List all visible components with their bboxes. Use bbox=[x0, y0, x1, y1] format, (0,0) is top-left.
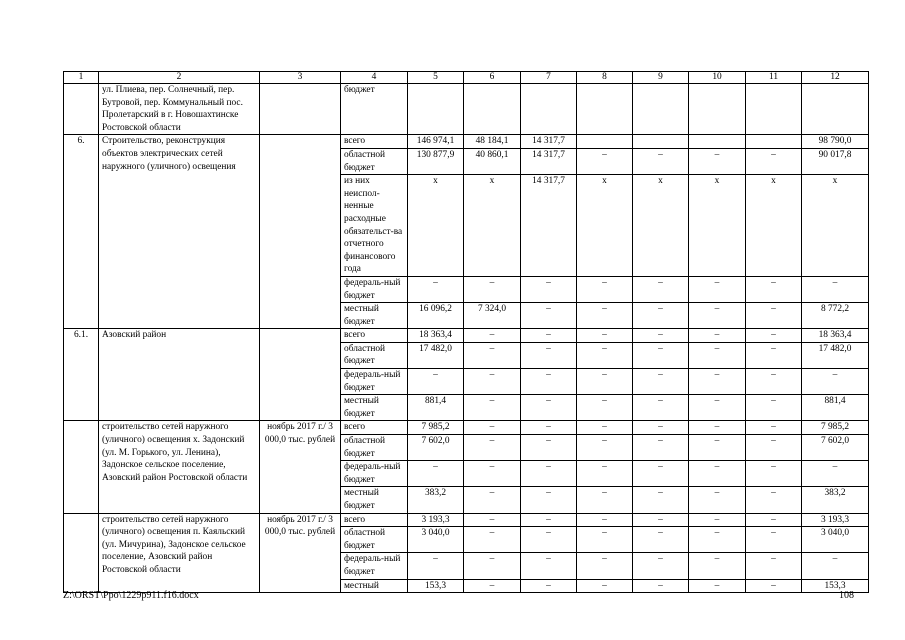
value-cell: – bbox=[521, 579, 577, 593]
value-cell: – bbox=[464, 276, 521, 302]
value-cell: – bbox=[689, 487, 746, 513]
value-cell: – bbox=[746, 553, 802, 579]
value-cell: – bbox=[521, 435, 577, 461]
value-cell: 48 184,1 bbox=[464, 135, 521, 149]
value-cell: – bbox=[689, 421, 746, 435]
budget-source-cell: областной бюджет bbox=[341, 148, 408, 174]
value-cell: х bbox=[633, 175, 689, 277]
value-cell: – bbox=[689, 461, 746, 487]
value-cell: 18 363,4 bbox=[802, 329, 869, 343]
value-cell: – bbox=[802, 461, 869, 487]
value-cell: – bbox=[577, 276, 633, 302]
value-cell: – bbox=[521, 513, 577, 527]
value-cell: – bbox=[408, 369, 464, 395]
value-cell: 146 974,1 bbox=[408, 135, 464, 149]
value-cell: 7 602,0 bbox=[802, 435, 869, 461]
value-cell: – bbox=[577, 527, 633, 553]
value-cell: – bbox=[633, 148, 689, 174]
value-cell: – bbox=[633, 579, 689, 593]
budget-source-cell: местный бюджет bbox=[341, 487, 408, 513]
table-row bbox=[64, 421, 869, 435]
value-cell: – bbox=[464, 395, 521, 421]
value-cell: – bbox=[689, 303, 746, 329]
header-cell: 9 bbox=[633, 72, 689, 84]
value-cell: – bbox=[746, 527, 802, 553]
value-cell: 7 324,0 bbox=[464, 303, 521, 329]
value-cell: – bbox=[521, 276, 577, 302]
value-cell: – bbox=[689, 579, 746, 593]
value-cell: 7 985,2 bbox=[802, 421, 869, 435]
value-cell: – bbox=[577, 461, 633, 487]
budget-source-cell: местный bbox=[341, 579, 408, 593]
value-cell: – bbox=[408, 553, 464, 579]
value-cell: – bbox=[521, 421, 577, 435]
value-cell: – bbox=[577, 148, 633, 174]
object-name-cell: ул. Плиева, пер. Солнечный, пер. Бутровой, пер. Коммунальный пос. Пролетарский в г. Новошахтинске Ростовской области bbox=[99, 84, 260, 135]
header-cell: 4 bbox=[341, 72, 408, 84]
table-row bbox=[64, 84, 869, 135]
value-cell: – bbox=[689, 435, 746, 461]
value-cell: – bbox=[746, 421, 802, 435]
value-cell: – bbox=[689, 369, 746, 395]
value-cell: 90 017,8 bbox=[802, 148, 869, 174]
object-name-cell: Строительство, реконструкция объектов электрических сетей наружного (уличного) освещения bbox=[99, 135, 260, 329]
budget-source-cell: областной бюджет bbox=[341, 527, 408, 553]
value-cell bbox=[802, 84, 869, 135]
value-cell: – bbox=[689, 553, 746, 579]
value-cell: – bbox=[521, 527, 577, 553]
value-cell: – bbox=[577, 421, 633, 435]
row-index-cell: 6.1. bbox=[64, 329, 99, 421]
value-cell: – bbox=[464, 487, 521, 513]
value-cell: – bbox=[464, 329, 521, 343]
value-cell: 881,4 bbox=[408, 395, 464, 421]
value-cell bbox=[464, 84, 521, 135]
value-cell: 16 096,2 bbox=[408, 303, 464, 329]
value-cell bbox=[521, 84, 577, 135]
value-cell: – bbox=[464, 342, 521, 368]
value-cell bbox=[577, 135, 633, 149]
value-cell: – bbox=[464, 421, 521, 435]
value-cell: 7 985,2 bbox=[408, 421, 464, 435]
value-cell: – bbox=[521, 369, 577, 395]
value-cell: 8 772,2 bbox=[802, 303, 869, 329]
value-cell: – bbox=[689, 329, 746, 343]
value-cell: – bbox=[746, 303, 802, 329]
value-cell: – bbox=[521, 303, 577, 329]
value-cell: – bbox=[521, 553, 577, 579]
value-cell: – bbox=[746, 329, 802, 343]
budget-table bbox=[63, 71, 869, 593]
value-cell: – bbox=[746, 579, 802, 593]
value-cell: – bbox=[521, 395, 577, 421]
value-cell: – bbox=[633, 435, 689, 461]
value-cell: 7 602,0 bbox=[408, 435, 464, 461]
value-cell: – bbox=[633, 303, 689, 329]
value-cell: – bbox=[802, 553, 869, 579]
value-cell: – bbox=[521, 329, 577, 343]
header-cell: 7 bbox=[521, 72, 577, 84]
value-cell: 3 193,3 bbox=[408, 513, 464, 527]
value-cell: – bbox=[633, 487, 689, 513]
value-cell bbox=[689, 135, 746, 149]
value-cell: – bbox=[633, 369, 689, 395]
value-cell: – bbox=[746, 513, 802, 527]
value-cell: 3 040,0 bbox=[802, 527, 869, 553]
header-cell: 8 bbox=[577, 72, 633, 84]
footer-page-number: 108 bbox=[839, 590, 854, 601]
budget-source-cell: федераль-ный бюджет bbox=[341, 461, 408, 487]
value-cell: – bbox=[577, 329, 633, 343]
object-name-cell: Азовский район bbox=[99, 329, 260, 421]
value-cell bbox=[577, 84, 633, 135]
value-cell: 3 040,0 bbox=[408, 527, 464, 553]
value-cell bbox=[633, 84, 689, 135]
value-cell: – bbox=[746, 487, 802, 513]
value-cell: 17 482,0 bbox=[408, 342, 464, 368]
value-cell: – bbox=[633, 553, 689, 579]
value-cell: – bbox=[408, 461, 464, 487]
value-cell: – bbox=[577, 579, 633, 593]
value-cell: 17 482,0 bbox=[802, 342, 869, 368]
value-cell: – bbox=[633, 527, 689, 553]
header-cell: 5 bbox=[408, 72, 464, 84]
value-cell: – bbox=[633, 461, 689, 487]
budget-source-cell: всего bbox=[341, 421, 408, 435]
value-cell: х bbox=[689, 175, 746, 277]
value-cell bbox=[633, 135, 689, 149]
value-cell: – bbox=[689, 513, 746, 527]
value-cell: 40 860,1 bbox=[464, 148, 521, 174]
value-cell: 98 790,0 bbox=[802, 135, 869, 149]
header-cell: 3 bbox=[260, 72, 341, 84]
value-cell: – bbox=[633, 342, 689, 368]
value-cell: – bbox=[577, 513, 633, 527]
value-cell: – bbox=[408, 276, 464, 302]
budget-source-cell: федераль-ный бюджет bbox=[341, 276, 408, 302]
budget-source-cell: всего bbox=[341, 513, 408, 527]
value-cell: – bbox=[746, 461, 802, 487]
budget-source-cell: бюджет bbox=[341, 84, 408, 135]
value-cell: – bbox=[802, 276, 869, 302]
value-cell: – bbox=[521, 342, 577, 368]
deadline-cost-cell bbox=[260, 135, 341, 329]
value-cell: 153,3 bbox=[802, 579, 869, 593]
value-cell: 130 877,9 bbox=[408, 148, 464, 174]
row-index-cell bbox=[64, 421, 99, 513]
budget-source-cell: областной бюджет bbox=[341, 435, 408, 461]
value-cell bbox=[746, 84, 802, 135]
header-cell: 6 bbox=[464, 72, 521, 84]
value-cell: – bbox=[746, 435, 802, 461]
value-cell: – bbox=[802, 369, 869, 395]
budget-source-cell: местный бюджет bbox=[341, 395, 408, 421]
value-cell: – bbox=[577, 395, 633, 421]
value-cell: 383,2 bbox=[408, 487, 464, 513]
value-cell: 14 317,7 bbox=[521, 148, 577, 174]
budget-source-cell: федераль-ный бюджет bbox=[341, 369, 408, 395]
value-cell: – bbox=[464, 553, 521, 579]
value-cell: – bbox=[633, 329, 689, 343]
value-cell bbox=[408, 84, 464, 135]
value-cell: – bbox=[577, 303, 633, 329]
value-cell: х bbox=[746, 175, 802, 277]
value-cell: – bbox=[464, 435, 521, 461]
deadline-cost-cell: ноябрь 2017 г./ 3 000,0 тыс. рублей bbox=[260, 513, 341, 593]
value-cell: – bbox=[633, 513, 689, 527]
value-cell: – bbox=[464, 513, 521, 527]
value-cell: 14 317,7 bbox=[521, 175, 577, 277]
table-row bbox=[64, 135, 869, 149]
value-cell: 153,3 bbox=[408, 579, 464, 593]
value-cell: – bbox=[577, 435, 633, 461]
value-cell bbox=[746, 135, 802, 149]
value-cell: – bbox=[577, 369, 633, 395]
value-cell: 383,2 bbox=[802, 487, 869, 513]
value-cell: – bbox=[521, 461, 577, 487]
header-cell: 2 bbox=[99, 72, 260, 84]
value-cell bbox=[689, 84, 746, 135]
value-cell: – bbox=[689, 395, 746, 421]
budget-source-cell: областной бюджет bbox=[341, 342, 408, 368]
value-cell: – bbox=[633, 395, 689, 421]
header-cell: 12 bbox=[802, 72, 869, 84]
value-cell: – bbox=[577, 553, 633, 579]
deadline-cost-cell bbox=[260, 84, 341, 135]
header-row bbox=[64, 72, 869, 84]
row-index-cell bbox=[64, 84, 99, 135]
value-cell: х bbox=[408, 175, 464, 277]
object-name-cell: строительство сетей наружного (уличного) освещения х. Задонский (ул. М. Горького, ул. Ленина), Задонское сельское поселение, Азовский район Ростовской области bbox=[99, 421, 260, 513]
footer-file-path: Z:\ORST\Ppo\1229p911.f16.docx bbox=[63, 590, 199, 601]
value-cell: – bbox=[464, 579, 521, 593]
value-cell: – bbox=[689, 276, 746, 302]
deadline-cost-cell bbox=[260, 329, 341, 421]
value-cell: 14 317,7 bbox=[521, 135, 577, 149]
budget-source-cell: местный бюджет bbox=[341, 303, 408, 329]
value-cell: – bbox=[746, 395, 802, 421]
value-cell: – bbox=[746, 369, 802, 395]
value-cell: – bbox=[633, 276, 689, 302]
value-cell: – bbox=[577, 342, 633, 368]
value-cell: – bbox=[464, 461, 521, 487]
budget-source-cell: всего bbox=[341, 135, 408, 149]
value-cell: – bbox=[689, 148, 746, 174]
value-cell: – bbox=[464, 527, 521, 553]
budget-source-cell: из них неиспол-ненные расходные обязательст-ва отчетного финансового года bbox=[341, 175, 408, 277]
object-name-cell: строительство сетей наружного (уличного) освещения п. Каяльский (ул. Мичурина), Задонское сельское поселение, Азовский район Ростовской области bbox=[99, 513, 260, 593]
value-cell: – bbox=[521, 487, 577, 513]
value-cell: 3 193,3 bbox=[802, 513, 869, 527]
budget-source-cell: всего bbox=[341, 329, 408, 343]
value-cell: – bbox=[746, 342, 802, 368]
header-cell: 11 bbox=[746, 72, 802, 84]
value-cell: х bbox=[802, 175, 869, 277]
value-cell: – bbox=[577, 487, 633, 513]
value-cell: – bbox=[746, 148, 802, 174]
header-cell: 10 bbox=[689, 72, 746, 84]
value-cell: – bbox=[633, 421, 689, 435]
value-cell: 881,4 bbox=[802, 395, 869, 421]
row-index-cell: 6. bbox=[64, 135, 99, 329]
budget-source-cell: федераль-ный бюджет bbox=[341, 553, 408, 579]
header-cell: 1 bbox=[64, 72, 99, 84]
value-cell: – bbox=[464, 369, 521, 395]
value-cell: х bbox=[577, 175, 633, 277]
table-row bbox=[64, 513, 869, 527]
value-cell: – bbox=[689, 342, 746, 368]
value-cell: – bbox=[689, 527, 746, 553]
value-cell: х bbox=[464, 175, 521, 277]
deadline-cost-cell: ноябрь 2017 г./ 3 000,0 тыс. рублей bbox=[260, 421, 341, 513]
table-row bbox=[64, 329, 869, 343]
value-cell: – bbox=[746, 276, 802, 302]
value-cell: 18 363,4 bbox=[408, 329, 464, 343]
row-index-cell bbox=[64, 513, 99, 593]
